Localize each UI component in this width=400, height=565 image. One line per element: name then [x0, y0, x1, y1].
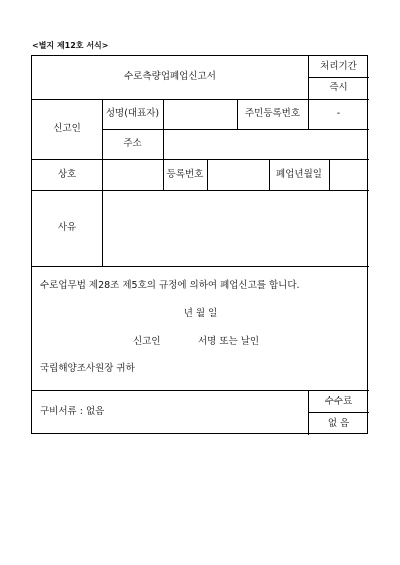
reason-label: 사유 — [57, 222, 77, 233]
form-number: <별지 제12호 서식> — [32, 41, 109, 50]
resident-number-label: 주민등록번호 — [244, 108, 301, 119]
rule — [32, 266, 369, 267]
form-title: 수로측량업폐업신고서 — [124, 71, 216, 82]
rule — [308, 412, 369, 413]
closure-date-label: 폐업년월일 — [276, 169, 322, 180]
declaration-statement: 수로업무법 제28조 제5호의 규정에 의하여 폐업신고를 합니다. — [40, 280, 300, 291]
rule — [163, 129, 164, 159]
applicant-section-label: 신고인 — [53, 123, 81, 134]
rule — [163, 99, 164, 129]
rule — [308, 77, 369, 78]
trade-name-label: 상호 — [57, 169, 77, 180]
address-label: 주소 — [123, 138, 142, 149]
declaration-date: 년 월 일 — [183, 308, 218, 319]
rule — [207, 159, 208, 190]
processing-period-label: 처리기간 — [320, 61, 357, 72]
processing-period-value: 즉시 — [329, 82, 348, 93]
rule — [329, 159, 330, 190]
resident-number-field[interactable]: - — [336, 108, 341, 119]
addressee: 국립해양조사원장 귀하 — [40, 363, 135, 374]
rule — [32, 390, 369, 391]
rule — [102, 99, 103, 266]
signer-label: 신고인 — [133, 336, 161, 347]
name-label: 성명(대표자) — [105, 108, 160, 119]
fee-label: 수수료 — [324, 396, 353, 407]
required-documents: 구비서류 : 없음 — [40, 406, 105, 417]
signature-label: 서명 또는 날인 — [198, 336, 260, 347]
closure-report-form — [31, 55, 368, 434]
rule — [102, 129, 369, 130]
fee-value: 없 음 — [327, 418, 350, 429]
registration-number-label: 등록번호 — [166, 169, 204, 180]
rule — [32, 159, 369, 160]
rule — [32, 99, 369, 100]
rule — [32, 190, 369, 191]
